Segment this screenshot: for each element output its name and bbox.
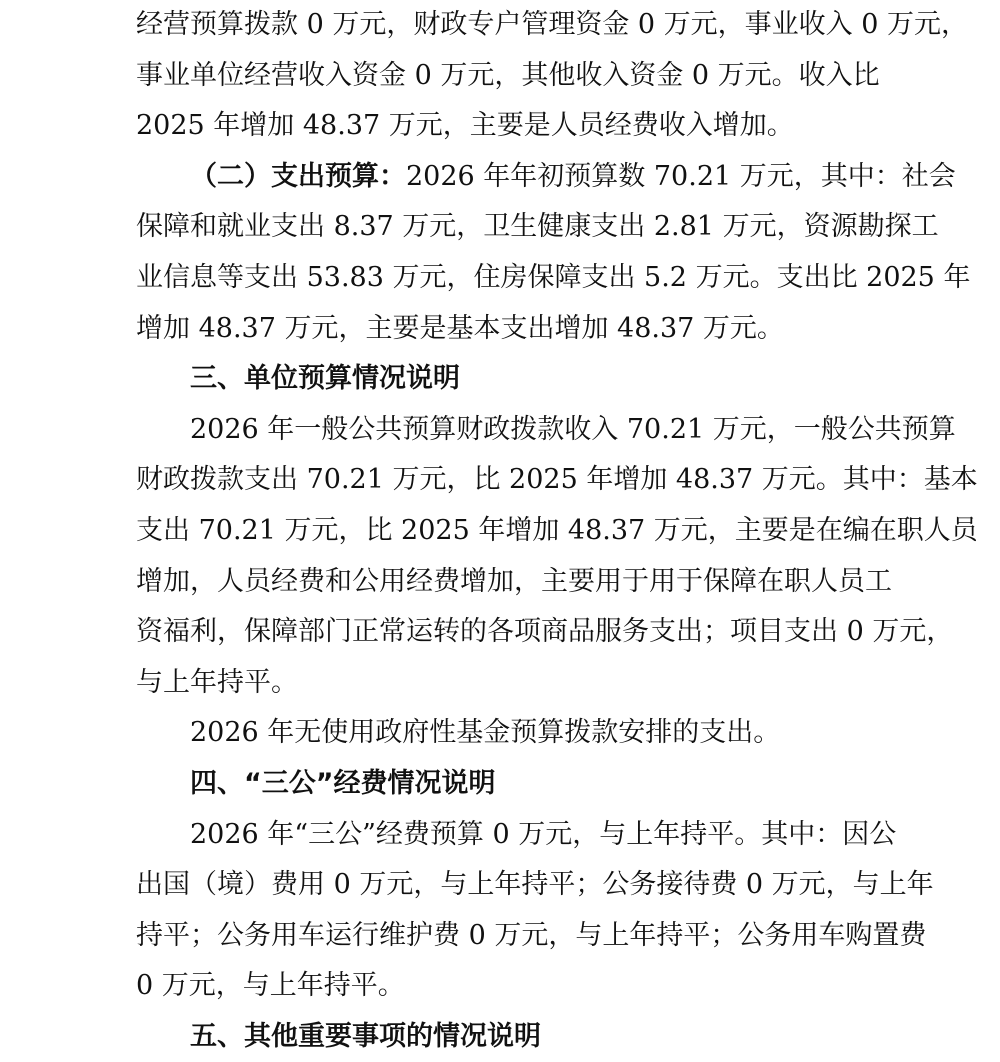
text-line: 0 万元，与上年持平。 bbox=[136, 970, 405, 1002]
text-line: 支出 70.21 万元，比 2025 年增加 48.37 万元，主要是在编在职人员 bbox=[136, 514, 978, 546]
heading-text: 三、单位预算情况说明 bbox=[190, 363, 460, 395]
text-line: 经营预算拨款 0 万元，财政专户管理资金 0 万元，事业收入 0 万元， bbox=[136, 9, 969, 40]
section-heading-three-public bbox=[136, 759, 878, 810]
text-line: 2026 年无使用政府性基金预算拨款安排的支出。 bbox=[190, 717, 781, 749]
text-line: 增加，人员经费和公用经费增加，主要用于用于保障在职人员工 bbox=[136, 565, 892, 597]
section-heading-unit-budget bbox=[136, 354, 878, 405]
text-line: 资福利，保障部门正常运转的各项商品服务支出；项目支出 0 万元， bbox=[136, 616, 954, 648]
text-line: 2025 年增加 48.37 万元，主要是人员经费收入增加。 bbox=[136, 110, 794, 142]
text-line: 保障和就业支出 8.37 万元，卫生健康支出 2.81 万元，资源勘探工 bbox=[136, 211, 939, 243]
paragraph-expenditure-budget bbox=[136, 152, 971, 354]
heading-text: 四、“三公”经费情况说明 bbox=[190, 767, 496, 799]
heading-text: 五、其他重要事项的情况说明 bbox=[190, 1020, 541, 1052]
text-line: 与上年持平。 bbox=[136, 666, 298, 698]
paragraph-three-public bbox=[136, 810, 934, 1012]
section-heading-other-matters bbox=[136, 1012, 878, 1062]
document-page bbox=[136, 0, 978, 1062]
paragraph-unit-budget bbox=[136, 405, 978, 709]
section-label: （二）支出预算： bbox=[190, 160, 406, 192]
text-line: 事业单位经营收入资金 0 万元，其他收入资金 0 万元。收入比 bbox=[136, 59, 880, 91]
paragraph-income-continued bbox=[136, 0, 969, 152]
text-line-content: 2026 年年初预算数 70.21 万元，其中：社会 bbox=[406, 160, 956, 192]
text-line: 持平；公务用车运行维护费 0 万元，与上年持平；公务用车购置费 bbox=[136, 919, 927, 951]
text-line: 2026 年一般公共预算财政拨款收入 70.21 万元，一般公共预算 bbox=[190, 413, 956, 445]
text-line: 增加 48.37 万元，主要是基本支出增加 48.37 万元。 bbox=[136, 312, 784, 344]
text-line: 财政拨款支出 70.21 万元，比 2025 年增加 48.37 万元。其中：基本 bbox=[136, 464, 978, 496]
text-line bbox=[136, 152, 956, 203]
paragraph-fund-budget bbox=[136, 708, 878, 759]
text-line: 2026 年“三公”经费预算 0 万元，与上年持平。其中：因公 bbox=[190, 818, 897, 850]
text-line: 出国（境）费用 0 万元，与上年持平；公务接待费 0 万元，与上年 bbox=[136, 869, 934, 901]
text-line: 业信息等支出 53.83 万元，住房保障支出 5.2 万元。支出比 2025 年 bbox=[136, 261, 971, 293]
